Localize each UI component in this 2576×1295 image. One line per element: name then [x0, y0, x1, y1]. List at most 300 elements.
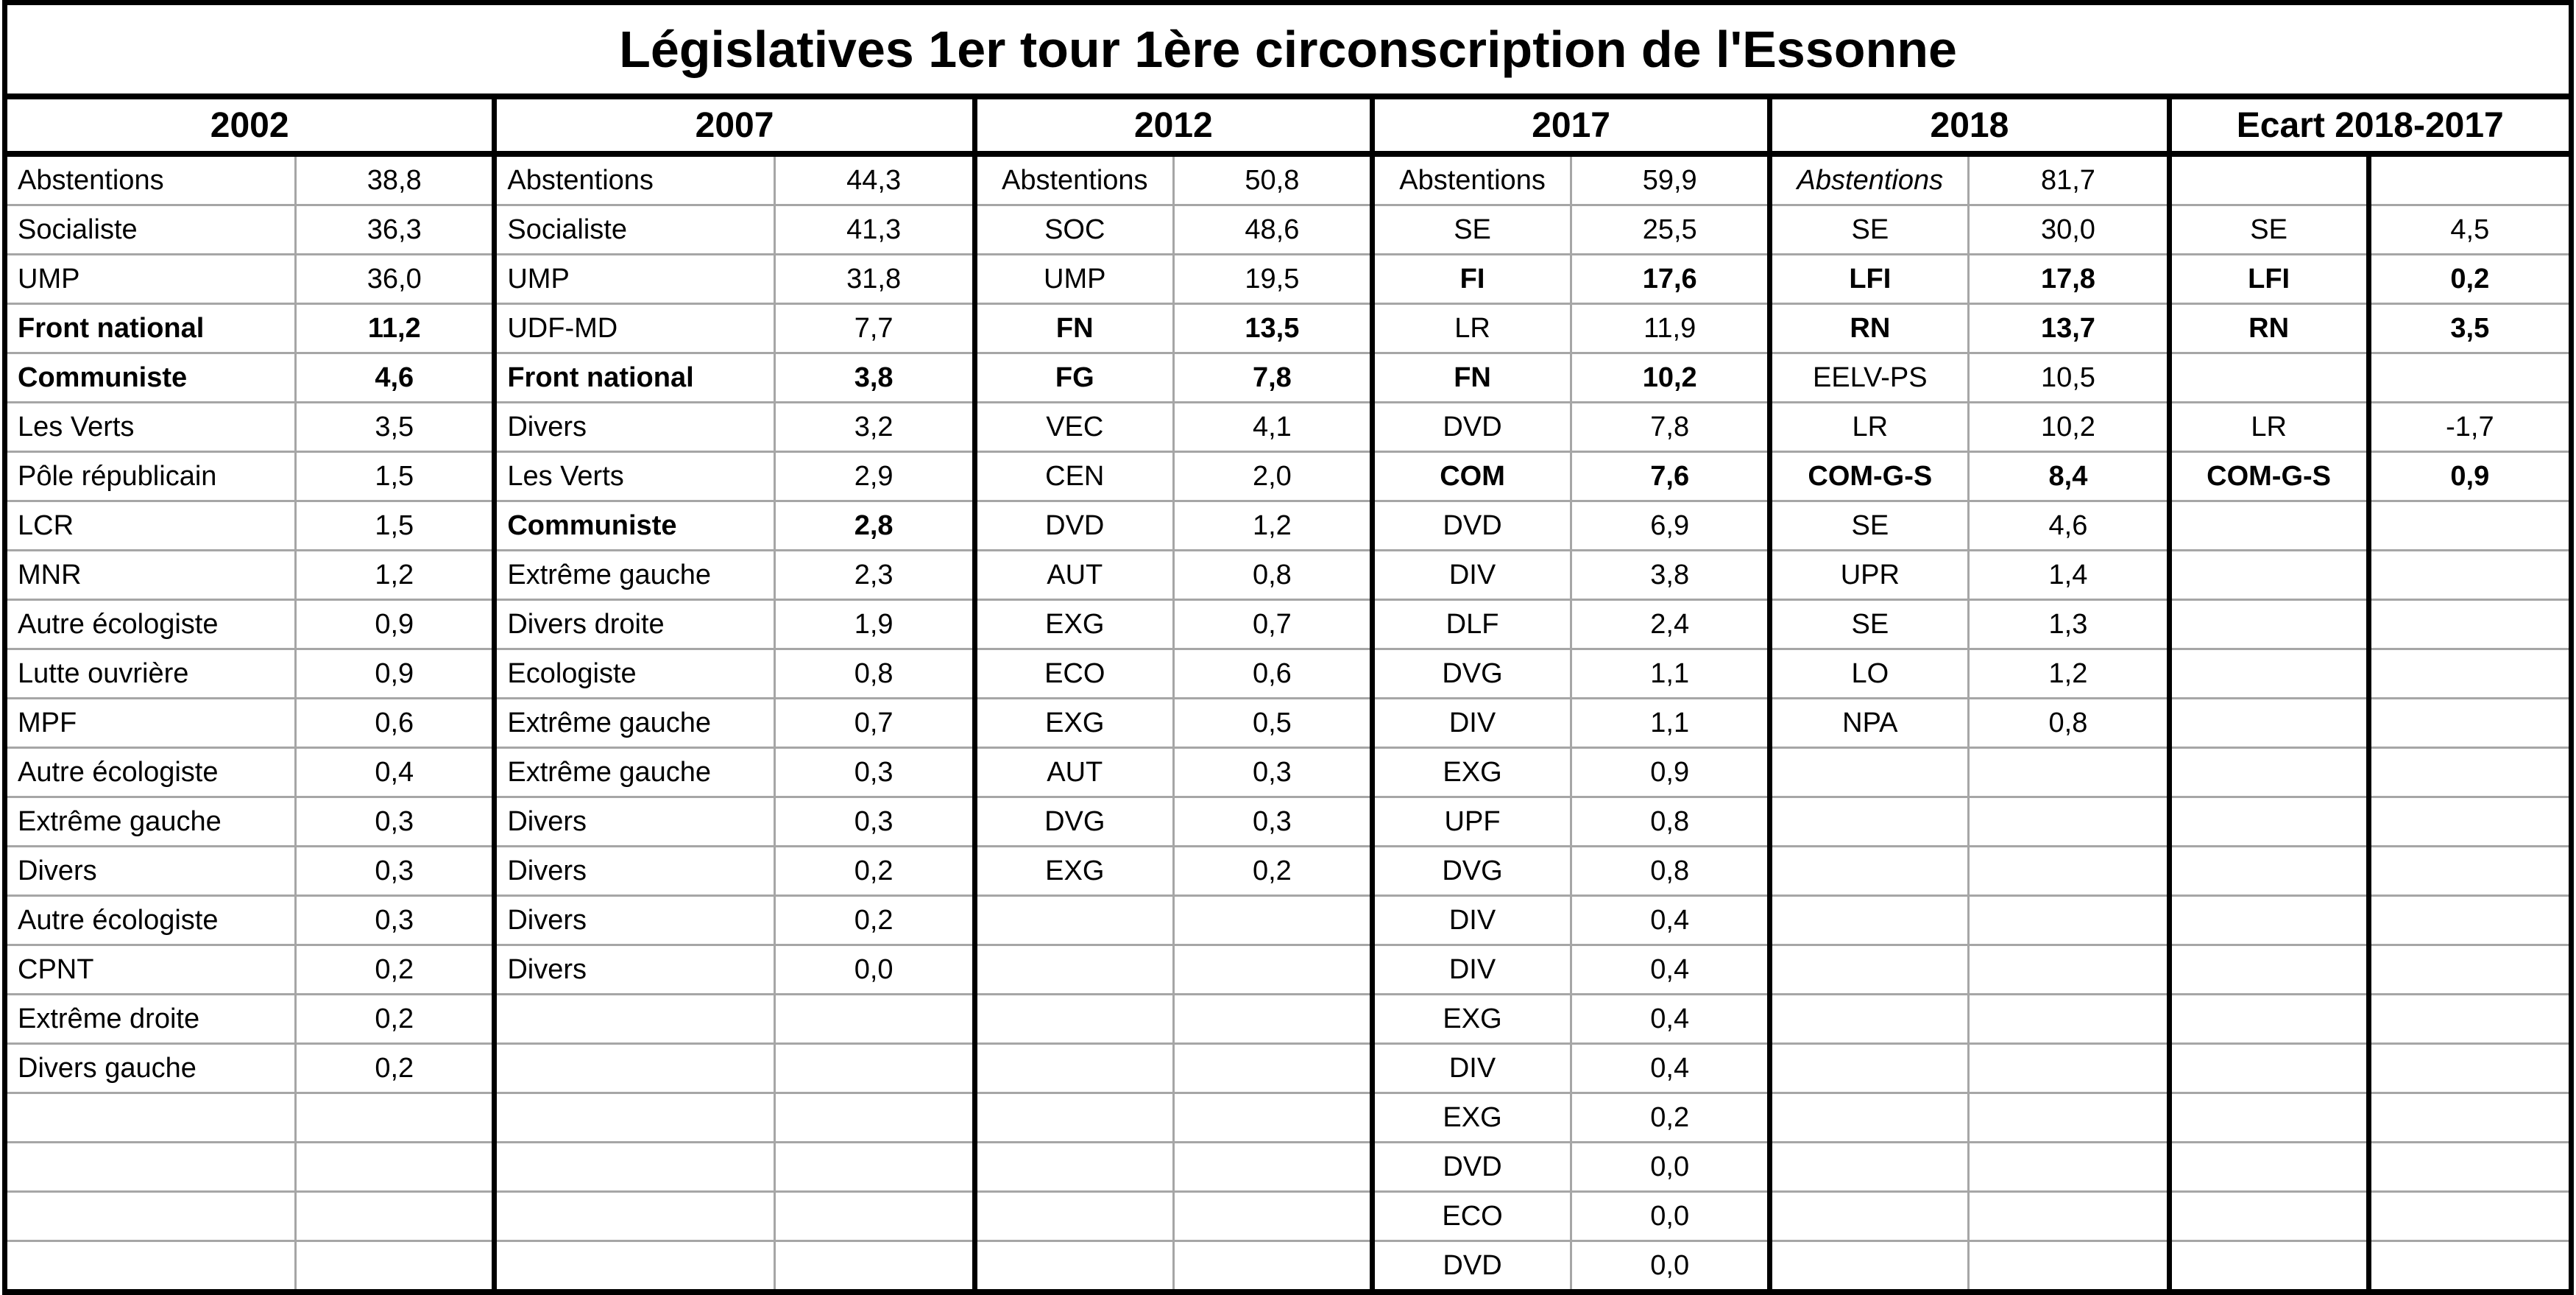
party-score [2368, 649, 2571, 699]
party-label: AUT [974, 551, 1173, 600]
party-score: 81,7 [1969, 154, 2169, 205]
party-score [774, 1044, 974, 1093]
party-label: Extrême gauche [495, 748, 774, 797]
party-score [1969, 995, 2169, 1044]
party-score [296, 1241, 495, 1293]
party-label [974, 896, 1173, 945]
party-label: SOC [974, 205, 1173, 255]
party-score: 25,5 [1571, 205, 1770, 255]
party-label: CEN [974, 452, 1173, 501]
party-score: 0,8 [1571, 797, 1770, 847]
party-score: 3,8 [1571, 551, 1770, 600]
party-score: 0,8 [774, 649, 974, 699]
table-row [5, 797, 2572, 847]
party-score: 0,0 [774, 945, 974, 995]
party-label: DVG [1372, 649, 1571, 699]
party-label: EXG [974, 699, 1173, 748]
party-score: 30,0 [1969, 205, 2169, 255]
party-score: 36,0 [296, 255, 495, 304]
party-label: Extrême droite [5, 995, 296, 1044]
party-label: LR [1372, 304, 1571, 353]
party-label [2169, 896, 2368, 945]
party-score [2368, 501, 2571, 551]
party-score [1173, 1143, 1372, 1192]
party-label: DVD [974, 501, 1173, 551]
party-label: Divers [495, 797, 774, 847]
party-score: 0,2 [296, 995, 495, 1044]
party-score [2368, 1044, 2571, 1093]
party-label [2169, 797, 2368, 847]
party-label: LR [2169, 403, 2368, 452]
party-label: Autre écologiste [5, 748, 296, 797]
party-score: 1,5 [296, 501, 495, 551]
party-label [974, 1044, 1173, 1093]
party-label [495, 1044, 774, 1093]
party-label: LCR [5, 501, 296, 551]
party-label: SE [1372, 205, 1571, 255]
party-label: RN [1770, 304, 1969, 353]
party-score: 2,4 [1571, 600, 1770, 649]
party-score [2368, 699, 2571, 748]
party-score [2368, 1241, 2571, 1293]
party-score [2368, 1192, 2571, 1241]
party-label [2169, 945, 2368, 995]
party-label [5, 1093, 296, 1143]
party-label: Ecologiste [495, 649, 774, 699]
party-label: EXG [1372, 748, 1571, 797]
party-label [1770, 1241, 1969, 1293]
table-row [5, 995, 2572, 1044]
party-score [1969, 945, 2169, 995]
party-label: DIV [1372, 896, 1571, 945]
party-score: 0,0 [1571, 1143, 1770, 1192]
party-score: 44,3 [774, 154, 974, 205]
party-label: COM [1372, 452, 1571, 501]
party-score [1969, 1093, 2169, 1143]
party-score: 0,3 [774, 748, 974, 797]
party-label [2169, 1044, 2368, 1093]
party-score: 19,5 [1173, 255, 1372, 304]
year-header-row [5, 96, 2572, 154]
table-row [5, 945, 2572, 995]
party-score: 41,3 [774, 205, 974, 255]
party-score [774, 1192, 974, 1241]
party-score: 1,1 [1571, 699, 1770, 748]
party-label [974, 1143, 1173, 1192]
party-score [1969, 1192, 2169, 1241]
party-score: 7,8 [1571, 403, 1770, 452]
party-score: 1,2 [1969, 649, 2169, 699]
party-label: UPR [1770, 551, 1969, 600]
party-score: 31,8 [774, 255, 974, 304]
party-label: EXG [974, 847, 1173, 896]
party-label: Divers gauche [5, 1044, 296, 1093]
party-label: Abstentions [1770, 154, 1969, 205]
party-label: Divers [495, 847, 774, 896]
party-label [1770, 1143, 1969, 1192]
party-label: Les Verts [5, 403, 296, 452]
party-label [2169, 1241, 2368, 1293]
table-row [5, 1241, 2572, 1293]
party-label: ECO [1372, 1192, 1571, 1241]
party-score: 17,8 [1969, 255, 2169, 304]
party-score [1969, 1044, 2169, 1093]
party-score: 13,5 [1173, 304, 1372, 353]
party-score: 17,6 [1571, 255, 1770, 304]
party-score [1969, 1143, 2169, 1192]
party-label [974, 1241, 1173, 1293]
party-score [1969, 847, 2169, 896]
party-score: 0,2 [2368, 255, 2571, 304]
party-label [2169, 995, 2368, 1044]
party-label [1770, 797, 1969, 847]
party-label: Autre écologiste [5, 896, 296, 945]
party-score: 0,9 [296, 649, 495, 699]
party-label: UMP [495, 255, 774, 304]
party-score: 2,0 [1173, 452, 1372, 501]
party-label: MNR [5, 551, 296, 600]
party-score: 0,6 [296, 699, 495, 748]
party-score [2368, 1143, 2571, 1192]
party-label: Abstentions [495, 154, 774, 205]
party-score: 4,6 [296, 353, 495, 403]
party-label [5, 1241, 296, 1293]
party-label: LO [1770, 649, 1969, 699]
party-label: Extrême gauche [5, 797, 296, 847]
party-score [296, 1192, 495, 1241]
party-label: DLF [1372, 600, 1571, 649]
party-label: UMP [974, 255, 1173, 304]
results-sheet [2, 0, 2574, 1281]
table-row [5, 353, 2572, 403]
party-label [1770, 748, 1969, 797]
party-score [774, 995, 974, 1044]
party-label: FN [1372, 353, 1571, 403]
party-score: 0,2 [774, 847, 974, 896]
party-score [2368, 945, 2571, 995]
party-label: DIV [1372, 551, 1571, 600]
party-label [974, 945, 1173, 995]
party-score: 0,6 [1173, 649, 1372, 699]
table-row [5, 600, 2572, 649]
party-label: Pôle républicain [5, 452, 296, 501]
party-score: 11,9 [1571, 304, 1770, 353]
party-score: 3,8 [774, 353, 974, 403]
party-score: 2,9 [774, 452, 974, 501]
party-score: 7,6 [1571, 452, 1770, 501]
party-score: 0,3 [1173, 748, 1372, 797]
party-score: 1,2 [1173, 501, 1372, 551]
party-score: 1,5 [296, 452, 495, 501]
party-label: EELV-PS [1770, 353, 1969, 403]
party-label [1770, 995, 1969, 1044]
party-score [2368, 896, 2571, 945]
table-row [5, 748, 2572, 797]
table-row [5, 896, 2572, 945]
party-score [2368, 600, 2571, 649]
party-score: 38,8 [296, 154, 495, 205]
party-score: 4,6 [1969, 501, 2169, 551]
table-row [5, 205, 2572, 255]
party-score: 0,3 [296, 797, 495, 847]
party-score: 48,6 [1173, 205, 1372, 255]
party-label: Divers [495, 403, 774, 452]
year-header-1: 2007 [495, 96, 974, 154]
party-label [2169, 1192, 2368, 1241]
party-label: Extrême gauche [495, 699, 774, 748]
party-score: 2,8 [774, 501, 974, 551]
party-label: DVD [1372, 403, 1571, 452]
party-score: 0,3 [774, 797, 974, 847]
party-label: RN [2169, 304, 2368, 353]
party-score: 10,5 [1969, 353, 2169, 403]
party-label [1770, 847, 1969, 896]
party-score: 2,3 [774, 551, 974, 600]
party-label [5, 1143, 296, 1192]
party-score: 0,4 [1571, 945, 1770, 995]
party-label [5, 1192, 296, 1241]
table-row [5, 304, 2572, 353]
party-label: EXG [974, 600, 1173, 649]
party-score: 1,3 [1969, 600, 2169, 649]
party-label: Socialiste [495, 205, 774, 255]
party-score [1969, 748, 2169, 797]
party-score [1173, 1241, 1372, 1293]
year-header-3: 2017 [1372, 96, 1769, 154]
party-score [2368, 353, 2571, 403]
party-label: DVD [1372, 1143, 1571, 1192]
party-label: MPF [5, 699, 296, 748]
party-score: 0,8 [1173, 551, 1372, 600]
party-score: 4,5 [2368, 205, 2571, 255]
party-score: 0,0 [1571, 1192, 1770, 1241]
party-score [1969, 797, 2169, 847]
party-score [1969, 896, 2169, 945]
party-label [974, 1192, 1173, 1241]
party-score: 1,2 [296, 551, 495, 600]
party-label: Divers droite [495, 600, 774, 649]
party-score: 0,0 [1571, 1241, 1770, 1293]
party-score: 0,9 [1571, 748, 1770, 797]
party-score [2368, 797, 2571, 847]
party-label [2169, 699, 2368, 748]
party-score: 7,8 [1173, 353, 1372, 403]
party-score: 50,8 [1173, 154, 1372, 205]
results-body [5, 154, 2572, 1292]
year-header-4: 2018 [1770, 96, 2169, 154]
party-label [2169, 600, 2368, 649]
party-label [2169, 649, 2368, 699]
party-label [2169, 551, 2368, 600]
party-label: Front national [5, 304, 296, 353]
party-score: 10,2 [1571, 353, 1770, 403]
party-label [495, 1093, 774, 1143]
party-label [1770, 896, 1969, 945]
party-score [774, 1093, 974, 1143]
party-label [974, 995, 1173, 1044]
party-score: 3,2 [774, 403, 974, 452]
party-label: FG [974, 353, 1173, 403]
party-label [2169, 847, 2368, 896]
party-score: 0,2 [1571, 1093, 1770, 1143]
party-label: Lutte ouvrière [5, 649, 296, 699]
party-label [2169, 501, 2368, 551]
party-label [1770, 1044, 1969, 1093]
party-label [1770, 945, 1969, 995]
party-score [2368, 995, 2571, 1044]
party-score [774, 1241, 974, 1293]
party-label [2169, 1143, 2368, 1192]
party-label: SE [1770, 501, 1969, 551]
party-label: SE [1770, 600, 1969, 649]
party-score [2368, 748, 2571, 797]
party-label: Abstentions [5, 154, 296, 205]
party-score [1173, 995, 1372, 1044]
party-label: COM-G-S [2169, 452, 2368, 501]
party-label: DVD [1372, 1241, 1571, 1293]
party-label: Divers [5, 847, 296, 896]
table-row [5, 452, 2572, 501]
party-label [495, 1241, 774, 1293]
party-label: FN [974, 304, 1173, 353]
party-label [495, 995, 774, 1044]
party-score: 1,1 [1571, 649, 1770, 699]
party-label [1770, 1192, 1969, 1241]
party-score [2368, 154, 2571, 205]
table-row [5, 403, 2572, 452]
party-label: SE [2169, 205, 2368, 255]
party-score: 0,8 [1571, 847, 1770, 896]
party-score: 0,4 [1571, 896, 1770, 945]
party-score: 8,4 [1969, 452, 2169, 501]
party-score: 59,9 [1571, 154, 1770, 205]
party-score: -1,7 [2368, 403, 2571, 452]
party-score [2368, 847, 2571, 896]
party-label: AUT [974, 748, 1173, 797]
party-label: DVG [974, 797, 1173, 847]
party-score [774, 1143, 974, 1192]
party-label: FI [1372, 255, 1571, 304]
table-row [5, 847, 2572, 896]
party-label: Front national [495, 353, 774, 403]
party-score: 10,2 [1969, 403, 2169, 452]
table-row [5, 1192, 2572, 1241]
year-header-0: 2002 [5, 96, 495, 154]
party-label: SE [1770, 205, 1969, 255]
table-row [5, 1143, 2572, 1192]
party-label: Divers [495, 896, 774, 945]
table-row [5, 699, 2572, 748]
table-row [5, 551, 2572, 600]
party-score: 1,9 [774, 600, 974, 649]
table-title: Législatives 1er tour 1ère circonscription de l'Essonne [5, 3, 2572, 97]
party-score: 0,2 [774, 896, 974, 945]
party-label: LR [1770, 403, 1969, 452]
party-score [296, 1143, 495, 1192]
party-label: LFI [1770, 255, 1969, 304]
party-label [974, 1093, 1173, 1143]
party-label: Communiste [495, 501, 774, 551]
party-score: 36,3 [296, 205, 495, 255]
party-score: 4,1 [1173, 403, 1372, 452]
party-label: DIV [1372, 699, 1571, 748]
party-score: 0,2 [1173, 847, 1372, 896]
party-label: Abstentions [974, 154, 1173, 205]
party-score [1969, 1241, 2169, 1293]
party-score: 0,4 [1571, 995, 1770, 1044]
table-row [5, 649, 2572, 699]
party-score: 6,9 [1571, 501, 1770, 551]
party-label: CPNT [5, 945, 296, 995]
party-score: 0,3 [296, 896, 495, 945]
party-score: 0,4 [1571, 1044, 1770, 1093]
year-header-5: Ecart 2018-2017 [2169, 96, 2571, 154]
table-row [5, 1093, 2572, 1143]
table-row [5, 501, 2572, 551]
party-score [1173, 945, 1372, 995]
party-score: 1,4 [1969, 551, 2169, 600]
party-label: Communiste [5, 353, 296, 403]
party-label: UPF [1372, 797, 1571, 847]
year-header-2: 2012 [974, 96, 1372, 154]
party-label: NPA [1770, 699, 1969, 748]
party-label [2169, 1093, 2368, 1143]
party-label: Autre écologiste [5, 600, 296, 649]
party-score [1173, 1044, 1372, 1093]
party-label: Divers [495, 945, 774, 995]
party-score: 0,7 [774, 699, 974, 748]
party-score: 0,3 [296, 847, 495, 896]
party-score [1173, 1192, 1372, 1241]
party-score: 0,2 [296, 1044, 495, 1093]
party-score: 3,5 [2368, 304, 2571, 353]
party-label: DIV [1372, 1044, 1571, 1093]
party-score: 0,2 [296, 945, 495, 995]
party-label: COM-G-S [1770, 452, 1969, 501]
party-score: 3,5 [296, 403, 495, 452]
table-row [5, 255, 2572, 304]
party-label: DIV [1372, 945, 1571, 995]
party-label: Abstentions [1372, 154, 1571, 205]
table-row [5, 154, 2572, 205]
party-label: Socialiste [5, 205, 296, 255]
party-score: 0,9 [296, 600, 495, 649]
party-score [1173, 896, 1372, 945]
party-label: UDF-MD [495, 304, 774, 353]
party-score: 0,9 [2368, 452, 2571, 501]
party-label [2169, 748, 2368, 797]
party-score [296, 1093, 495, 1143]
party-label: LFI [2169, 255, 2368, 304]
party-score: 11,2 [296, 304, 495, 353]
party-score: 0,3 [1173, 797, 1372, 847]
party-score [2368, 1093, 2571, 1143]
party-label [2169, 154, 2368, 205]
party-label: DVG [1372, 847, 1571, 896]
party-label [2169, 353, 2368, 403]
party-score: 0,5 [1173, 699, 1372, 748]
party-label [495, 1143, 774, 1192]
party-label [495, 1192, 774, 1241]
party-score: 13,7 [1969, 304, 2169, 353]
party-label: Les Verts [495, 452, 774, 501]
party-score: 7,7 [774, 304, 974, 353]
party-score [1173, 1093, 1372, 1143]
party-label: ECO [974, 649, 1173, 699]
party-label: UMP [5, 255, 296, 304]
party-label: EXG [1372, 995, 1571, 1044]
party-label [1770, 1093, 1969, 1143]
